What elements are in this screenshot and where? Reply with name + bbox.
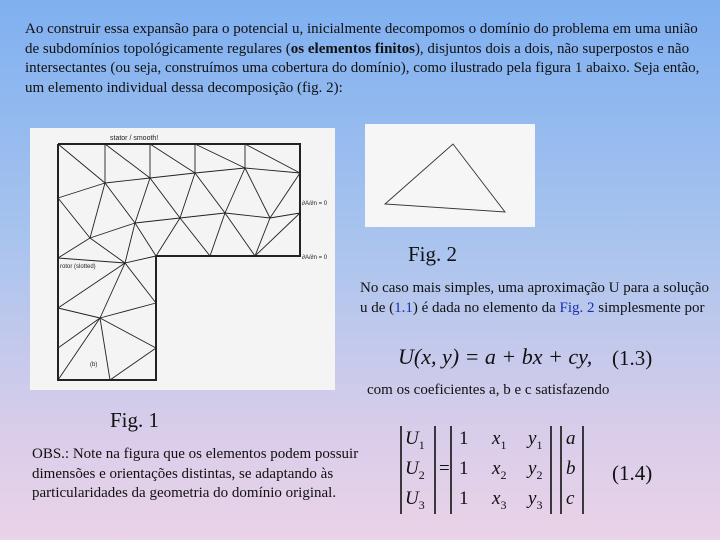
coefficients-text: com os coeficientes a, b e c satisfazendo [367, 382, 610, 398]
fig1-label-rotor: rotor (slotted) [60, 264, 96, 270]
matrix-cell: $x_3$ [492, 488, 507, 512]
matrix-cell: 1 [459, 428, 469, 449]
matrix-drawing [395, 422, 605, 518]
matrix-cell: $x_2$ [492, 458, 507, 482]
vec-u-1: $U_1$ [405, 428, 425, 452]
fig1-label-b: (b) [90, 362, 98, 368]
intro-bold-term: os elementos finitos [290, 40, 415, 57]
figure-2-caption: Fig. 2 [408, 242, 458, 266]
fig1-label-bc: ∂A/∂n = 0 [302, 201, 328, 207]
matrix-cell: 1 [459, 488, 469, 509]
equation-1-4-matrix [395, 422, 605, 518]
equation-number-1-3: (1.3) [612, 346, 653, 370]
fig1-label-bc2: ∂A/∂n = 0 [302, 255, 328, 261]
para-text-3: simplesmente por [594, 299, 705, 316]
figure-1-caption: Fig. 1 [110, 408, 160, 432]
para-text-2: ) é dada no elemento da [412, 299, 560, 316]
vec-coef-c: c [566, 488, 575, 509]
observation-note: OBS.: Note na figura que os elementos podem possuir dimensões e orientações distintas, se adaptando às particularidades da geometria do domínio original. [32, 446, 359, 501]
figure-2-triangle [365, 124, 535, 227]
vec-u-2: $U_2$ [405, 458, 425, 482]
equation-reference: 1.1 [394, 299, 413, 316]
matrix-cell: $y_1$ [528, 428, 543, 452]
intro-text-2: ), disjuntos dois a dois, não superpostos e não intersectantes (ou seja, construímos uma cobertura do domínio), como ilustrado pela figura 1 abaixo. Seja então, um elemento individual dessa decomposição (fig. 2): [25, 40, 700, 96]
matrix-cell: $x_1$ [492, 428, 507, 452]
intro-paragraph [25, 20, 715, 98]
vec-coef-b: b [566, 458, 576, 479]
eq13-lhs: U [398, 344, 414, 369]
mesh-drawing [30, 128, 335, 390]
matrix-cell: $y_3$ [528, 488, 543, 512]
approximation-paragraph [360, 279, 720, 318]
vec-coef-a: a [566, 428, 576, 449]
matrix-equals: = [439, 458, 450, 479]
intro-text-1: Ao construir essa expansão para o potencial u, inicialmente decompomos o domínio do problema em uma união de subdomínios topológicamente regulares ( [25, 21, 698, 57]
vec-u-3: $U_3$ [405, 488, 425, 512]
eq13-rhs: = a + bx + cy, [464, 344, 593, 369]
triangle-drawing [365, 124, 535, 227]
figure-1-mesh [30, 128, 335, 390]
fig1-label-top: stator / smooth! [110, 135, 159, 142]
matrix-cell: $y_2$ [528, 458, 543, 482]
para-text-1: No caso mais simples, uma aproximação U para a solução u de ( [360, 280, 710, 316]
matrix-cell: 1 [459, 458, 469, 479]
figure-reference: Fig. 2 [559, 299, 595, 316]
equation-1-3 [398, 344, 592, 370]
equation-number-1-4: (1.4) [612, 461, 653, 485]
eq13-args: (x, y) [413, 344, 460, 369]
